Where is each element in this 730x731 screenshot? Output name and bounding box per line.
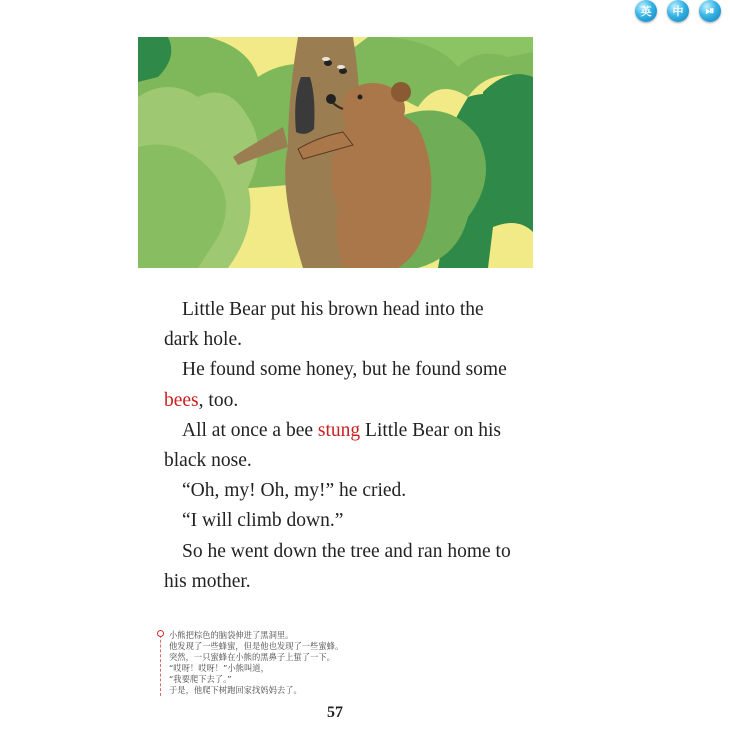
story-text-run: , too. xyxy=(198,389,239,411)
chinese-translation xyxy=(160,630,429,696)
translation-line: 突然，一只蜜蜂在小熊的黑鼻子上蜇了一下。 xyxy=(169,652,335,662)
translation-line: 小熊把棕色的脑袋伸进了黑洞里。 xyxy=(169,630,294,640)
translation-line: 于是，他爬下树跑回家找妈妈去了。 xyxy=(169,685,302,695)
vocabulary-word-bees[interactable]: bees xyxy=(164,389,199,411)
story-text-run: Little Bear on his black nose. xyxy=(164,419,501,472)
play-pause-button[interactable]: ⏯ xyxy=(699,0,721,22)
story-paragraph xyxy=(164,355,514,415)
story-illustration xyxy=(138,37,533,268)
english-audio-button[interactable]: 英 xyxy=(635,0,657,22)
story-text-run: All at once a bee xyxy=(182,419,318,441)
story-text-run: He found some honey, but he found some xyxy=(182,359,507,381)
chinese-audio-button[interactable]: 中 xyxy=(667,0,689,22)
translation-line: 他发现了一些蜂蜜，但是他也发现了一些蜜蜂。 xyxy=(169,641,344,651)
translation-line: “哎呀！哎呀！”小熊叫道， xyxy=(169,663,269,673)
audio-toolbar xyxy=(610,0,730,24)
translation-line: “我要爬下去了。” xyxy=(169,674,232,684)
page-number: 57 xyxy=(327,704,343,721)
story-text xyxy=(164,295,514,597)
vocabulary-word-stung[interactable]: stung xyxy=(317,419,361,441)
story-paragraph: So he went down the tree and ran home to his mother. xyxy=(164,540,511,592)
translation-marker-icon xyxy=(157,630,164,637)
bear-climbing-tree-image xyxy=(138,37,533,268)
story-paragraph xyxy=(164,416,514,476)
story-paragraph: “I will climb down.” xyxy=(182,510,344,532)
story-paragraph: Little Bear put his brown head into the dark hole. xyxy=(164,299,484,351)
story-paragraph: “Oh, my! Oh, my!” he cried. xyxy=(182,480,407,502)
